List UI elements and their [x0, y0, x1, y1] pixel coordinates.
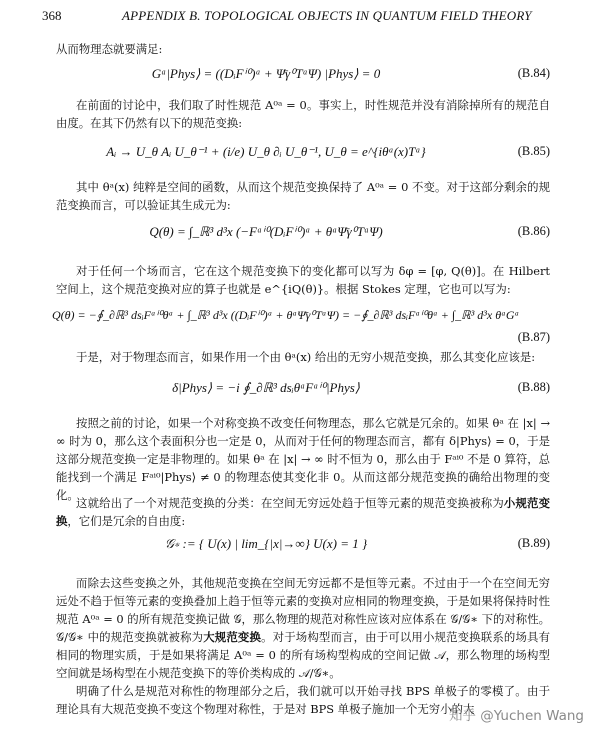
equation-b85 [42, 144, 550, 168]
equation-b88 [42, 380, 550, 404]
equation-b86-body: Q(θ) = ∫_ℝ³ d³x (−Fᵃⁱ⁰(DᵢFⁱ⁰)ᵃ + θᵃΨ̄γ⁰TᵃΨ) [149, 224, 383, 239]
paragraph-2: 在前面的讨论中，我们取了时性规范 A⁰ᵃ = 0。事实上，时性规范并没有消除掉所有的规范自由度。在其下仍然有以下的规范变换: [56, 98, 550, 130]
paragraph-8 [56, 574, 550, 682]
paragraph-6: 按照之前的讨论，如果一个对称变换不改变任何物理态，那么它就是冗余的。如果 θᵃ 在 |x| → ∞ 时为 0，那么这个表面积分也一定是 0，从而对于任何的物理态而言，都有 δ|Phys⟩ = 0，于是这部分规范变换一定是非物理的。如果 θᵃ 在 |x| → ∞ 时不恒为 0，那么由于 Fᵃⁱ⁰ 不是 0 算符，总能找到一个满足 Fᵃⁱ⁰|Phys⟩ ≠ 0 的物理态使其变化非 0。从而这部分规范变换的确给出物理的变化。 [56, 416, 550, 502]
watermark: 知乎 @Yuchen Wang [448, 708, 584, 724]
equation-b84-body: Gᵃ|Phys⟩ = ((DᵢFⁱ⁰)ᵃ + Ψ̄γ⁰TᵃΨ) |Phys⟩ = 0 [151, 66, 381, 81]
equation-b89-body: 𝒢∗ := { U(x) | lim_{|x|→∞} U(x) = 1 } [164, 536, 368, 551]
equation-b88-number: (B.88) [517, 380, 550, 394]
equation-b85-body: Aᵢ → U_θ Aᵢ U_θ⁻¹ + (i/e) U_θ ∂ᵢ U_θ⁻¹, U_θ = e^{iθᵃ(x)Tᵃ} [106, 144, 426, 159]
equation-b87 [42, 308, 550, 348]
equation-b85-number: (B.85) [517, 144, 550, 158]
equation-b86-number: (B.86) [517, 224, 550, 238]
paragraph-7-text-a: 这就给出了一个对规范变换的分类：在空间无穷远处趋于恒等元素的规范变换被称为 [76, 496, 504, 510]
paragraph-5: 于是，对于物理态而言，如果作用一个由 θᵃ(x) 给出的无穷小规范变换，那么其变化应该是: [76, 350, 536, 364]
equation-b84 [42, 66, 550, 90]
page-number: 368 [42, 8, 62, 23]
equation-b89-number: (B.89) [517, 536, 550, 550]
equation-b86 [42, 224, 550, 248]
paragraph-9: 明确了什么是规范对称性的物理部分之后，我们就可以开始寻找 BPS 单极子的零模了。由于理论具有大规范变换不变这个物理对称性，于是对 BPS 单极子施加一个无穷小的大 [56, 684, 550, 716]
running-title: APPENDIX B. TOPOLOGICAL OBJECTS IN QUANTUM FIELD THEORY [122, 8, 532, 23]
equation-b84-number: (B.84) [517, 66, 550, 80]
large-gauge-term: 大规范变换 [203, 630, 262, 644]
paragraph-3: 其中 θᵃ(x) 纯粹是空间的函数，从而这个规范变换保持了 A⁰ᵃ = 0 不变。对于这部分剩余的规范变换而言，可以验证其生成元为: [56, 180, 550, 212]
equation-b87-number: (B.87) [517, 330, 550, 344]
equation-b88-body: δ|Phys⟩ = −i ∮_∂ℝ³ dsᵢθᵃFᵃⁱ⁰|Phys⟩ [172, 380, 360, 395]
paragraph-8-text-a: 而除去这些变换之外，其他规范变换在空间无穷远都不是恒等元素。不过由于一个在空间无穷远处不趋于恒等元素的变换叠加上趋于恒等元素的变换对应相同的物理变换，于是如果将保持时性规范 A⁰ᵃ = 0 的所有规范变换记做 𝒢，那么物理的规范对称性应该对应体系在 𝒢/𝒢∗ 下的对称性。𝒢/𝒢∗ 中的规范变换就被称为 [56, 576, 550, 644]
paragraph-1: 从而物理态就要满足: [56, 42, 163, 56]
paragraph-7-text-c: ，它们是冗余的自由度: [67, 514, 186, 528]
equation-b87-body: Q(θ) = −∮_∂ℝ³ dsᵢFᵃⁱ⁰θᵃ + ∫_ℝ³ d³x ((DᵢFⁱ⁰)ᵃ + θᵃΨ̄γ⁰TᵃΨ) = −∮_∂ℝ³ dsᵢFᵃⁱ⁰θᵃ + ∫_ℝ³ d³x θᵃGᵃ [52, 308, 520, 322]
equation-b89 [42, 536, 550, 560]
paragraph-8-text-c: 。对于场构型而言，由于可以用小规范变换联系的场具有相同的物理实质，于是如果将满足 A⁰ᵃ = 0 的所有场构型构成的空间记做 𝒜，那么物理的场构型空间就是场构型在小规范变换下的等价类构成的 𝒜/𝒢∗。 [56, 630, 550, 680]
paragraph-7 [56, 494, 550, 530]
small-gauge-term: 小规范变换 [56, 496, 550, 528]
page-header [42, 8, 558, 28]
paragraph-4: 对于任何一个场而言，它在这个规范变换下的变化都可以写为 δφ = [φ, Q(θ)]。在 Hilbert 空间上，这个规范变换对应的算子也就是 e^{iQ(θ)}。根据 Stokes 定理，它也可以写为: [56, 264, 550, 296]
